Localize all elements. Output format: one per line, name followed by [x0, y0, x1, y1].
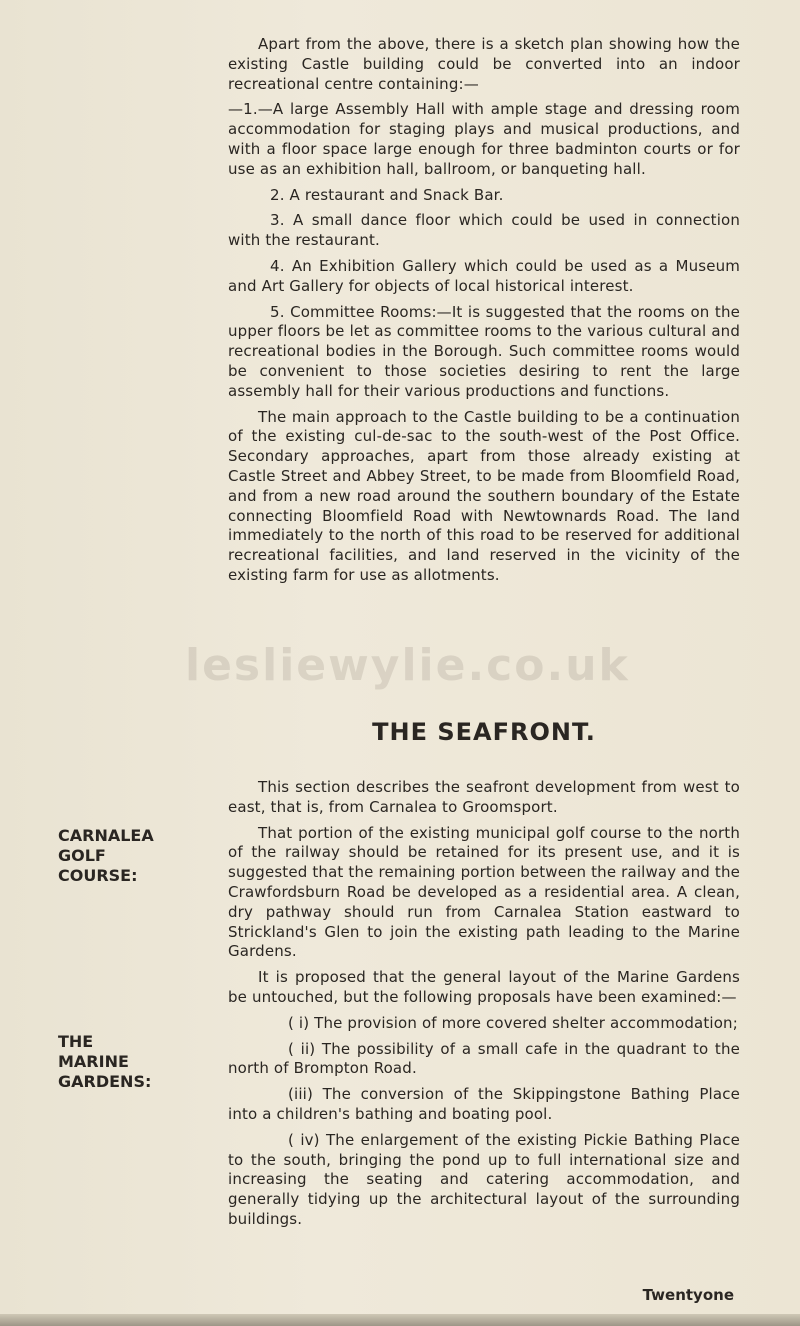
approach-paragraph: The main approach to the Castle building to be a continuation of the existing cul-de-sac to the south-west of the Post Office. Secondary approaches, apart from those already existing at Castle Street and Abbey Street, to be made from Bloomfield Road, and from a new road around the southern boundary of the Estate connecting Bloomfield Road with Newtownards Road. The land immediately to the north of this road to be reserved for additional recreational facilities, and land reserved in the vicinity of the existing farm for use as allotments. — [228, 407, 740, 584]
list-item-1: —1.—A large Assembly Hall with ample stage and dressing room accommodation for staging plays and musical productions, and with a floor space large enough for three badminton courts or for use as an exhibition hall, ballroom, or banqueting hall. — [228, 100, 740, 178]
proposal-i: ( i) The provision of more covered shelter accommodation; — [288, 1013, 738, 1032]
proposal-ii: ( ii) The possibility of a small cafe in the quadrant to the north of Brompton Road. — [228, 1039, 740, 1078]
marine-gardens-paragraph: It is proposed that the general layout of the Marine Gardens be untouched, but the following proposals have been examined:— — [228, 968, 740, 1006]
sidenote-line: COURSE: — [58, 866, 138, 885]
sidenote-line: GOLF — [58, 846, 106, 865]
page-bottom-edge — [0, 1314, 800, 1326]
sidenote-marine-gardens — [58, 1032, 151, 1092]
golf-course-paragraph: That portion of the existing municipal golf course to the north of the railway should be retained for its present use, and it is suggested that the remaining portion between the railway and the Crawfordsburn Road be developed as a residential area. A clean, dry pathway should run from Carnalea Station eastward to Strickland's Glen to join the existing path leading to the Marine Gardens. — [228, 823, 740, 961]
seafront-intro: This section describes the seafront development from west to east, that is, from Carnalea to Groomsport. — [228, 778, 740, 816]
proposal-iii: (iii) The conversion of the Skippingstone Bathing Place into a children's bathing and boating pool. — [228, 1085, 740, 1123]
intro-paragraph: Apart from the above, there is a sketch plan showing how the existing Castle building could be converted into an indoor recreational centre containing:— — [228, 35, 740, 93]
list-item-4: 4. An Exhibition Gallery which could be used as a Museum and Art Gallery for objects of local historical interest. — [228, 256, 740, 295]
proposal-iv: ( iv) The enlargement of the existing Pickie Bathing Place to the south, bringing the pond up to full international size and increasing the seating and catering accommodation, and generally tidying up the architectural layout of the surrounding buildings. — [228, 1130, 740, 1228]
list-item-5: 5. Committee Rooms:—It is suggested that the rooms on the upper floors be let as committee rooms to the various cultural and recreational bodies in the Borough. Such committee rooms would be convenient to those societies desiring to rent the large assembly hall for their various productions and functions. — [228, 302, 740, 400]
intro-column — [228, 35, 740, 592]
sidenote-line: CARNALEA — [58, 826, 154, 845]
sidenote-line: MARINE — [58, 1052, 129, 1071]
sidenote-line: GARDENS: — [58, 1072, 152, 1091]
sidenote-line: THE — [58, 1032, 94, 1051]
page-number: Twentyone — [642, 1286, 734, 1304]
section-heading: THE SEAFRONT. — [372, 718, 596, 746]
seafront-column — [228, 778, 740, 1236]
sidenote-golf-course — [58, 826, 154, 886]
list-item-3: 3. A small dance floor which could be used in connection with the restaurant. — [228, 211, 740, 250]
list-item-2: 2. A restaurant and Snack Bar. — [270, 185, 504, 204]
watermark-text: lesliewylie.co.uk — [185, 640, 630, 691]
